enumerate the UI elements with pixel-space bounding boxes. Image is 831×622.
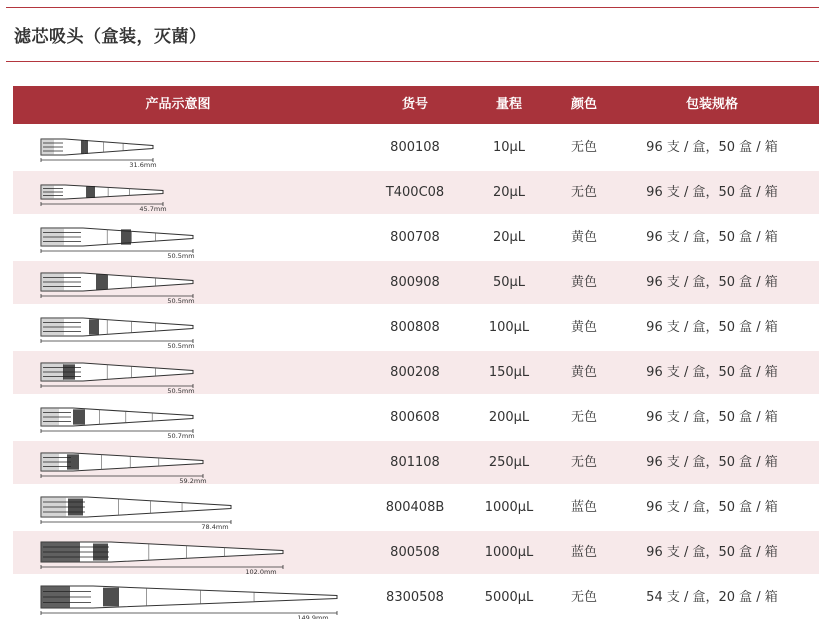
tip-diagram xyxy=(13,126,353,169)
header-volume: 量程 xyxy=(495,97,522,112)
tip-length-label: 50.5mm xyxy=(167,387,195,394)
tip-filter xyxy=(96,274,108,289)
table-row xyxy=(13,261,819,304)
tip-filter xyxy=(67,454,79,469)
tip-diagram xyxy=(13,396,353,439)
tip-filter xyxy=(86,186,95,198)
tip-diagram xyxy=(13,441,353,484)
cell-volume: 5000µL xyxy=(484,590,534,605)
title-rule xyxy=(6,61,819,62)
cell-color: 黄色 xyxy=(570,365,597,380)
tip-length-label: 149.9mm xyxy=(297,614,329,619)
cell-packing: 96 支 / 盒，50 盒 / 箱 xyxy=(646,365,778,380)
cell-volume: 200µL xyxy=(488,410,530,425)
cell-product-id: 800208 xyxy=(390,365,440,380)
cell-packing: 96 支 / 盒，50 盒 / 箱 xyxy=(646,230,778,245)
tip-diagram xyxy=(13,576,353,619)
cell-packing: 96 支 / 盒，50 盒 / 箱 xyxy=(646,320,778,335)
table-header xyxy=(13,86,819,124)
tip-length-label: 50.5mm xyxy=(167,342,195,349)
tip-filter xyxy=(121,229,131,244)
cell-packing: 96 支 / 盒，50 盒 / 箱 xyxy=(646,275,778,290)
table-row xyxy=(13,351,819,394)
cell-volume: 1000µL xyxy=(484,545,534,560)
tip-length-label: 31.6mm xyxy=(129,161,157,169)
table-row xyxy=(13,486,819,529)
tip-length-label: 59.2mm xyxy=(179,477,207,484)
cell-volume: 250µL xyxy=(488,455,530,470)
tip-diagram xyxy=(13,531,353,574)
top-rule xyxy=(6,7,819,8)
cell-color: 无色 xyxy=(570,455,597,470)
tip-length-label: 50.7mm xyxy=(167,432,195,439)
cell-color: 无色 xyxy=(570,140,597,155)
cell-product-id: 800608 xyxy=(390,410,440,425)
cell-product-id: 800908 xyxy=(390,275,440,290)
cell-volume: 20µL xyxy=(492,185,526,200)
table-row xyxy=(13,576,819,619)
tip-length-label: 50.5mm xyxy=(167,297,195,304)
cell-color: 无色 xyxy=(570,590,597,605)
tip-diagram xyxy=(13,486,353,529)
table-row xyxy=(13,531,819,574)
tip-length-label: 50.5mm xyxy=(167,252,195,259)
cell-color: 黄色 xyxy=(570,275,597,290)
tip-length-label: 102.0mm xyxy=(245,568,277,574)
cell-color: 无色 xyxy=(570,410,597,425)
page-title: 滤芯吸头（盒装，灭菌） xyxy=(14,27,207,47)
tip-diagram xyxy=(13,261,353,304)
cell-product-id: 801108 xyxy=(390,455,440,470)
table-body xyxy=(13,126,819,621)
cell-color: 黄色 xyxy=(570,230,597,245)
cell-volume: 150µL xyxy=(488,365,530,380)
tip-filter xyxy=(89,319,99,334)
table-row xyxy=(13,396,819,439)
tip-filter xyxy=(103,588,119,607)
cell-color: 蓝色 xyxy=(570,545,597,560)
table-row xyxy=(13,441,819,484)
cell-product-id: 800708 xyxy=(390,230,440,245)
cell-color: 蓝色 xyxy=(570,500,597,515)
tip-filter xyxy=(63,364,75,379)
cell-product-id: T400C08 xyxy=(385,185,445,200)
table-row xyxy=(13,171,819,214)
cell-product-id: 800508 xyxy=(390,545,440,560)
tip-length-label: 45.7mm xyxy=(139,205,167,213)
cell-packing: 96 支 / 盒，50 盒 / 箱 xyxy=(646,500,778,515)
tip-filter xyxy=(68,499,83,516)
cell-color: 无色 xyxy=(570,185,597,200)
tip-diagram xyxy=(13,171,353,214)
cell-packing: 96 支 / 盒，50 盒 / 箱 xyxy=(646,410,778,425)
cell-product-id: 800108 xyxy=(390,140,440,155)
table-row xyxy=(13,126,819,169)
tip-filter xyxy=(73,409,85,424)
tip-diagram xyxy=(13,351,353,394)
tip-filter xyxy=(93,544,108,561)
table-row xyxy=(13,216,819,259)
cell-product-id: 800808 xyxy=(390,320,440,335)
cell-volume: 1000µL xyxy=(484,500,534,515)
cell-packing: 96 支 / 盒，50 盒 / 箱 xyxy=(646,140,778,155)
cell-volume: 50µL xyxy=(492,275,526,290)
tip-length-label: 78.4mm xyxy=(201,523,229,529)
table-row xyxy=(13,306,819,349)
cell-product-id: 800408B xyxy=(385,500,445,515)
tip-diagram xyxy=(13,216,353,259)
cell-packing: 96 支 / 盒，50 盒 / 箱 xyxy=(646,545,778,560)
cell-packing: 54 支 / 盒，20 盒 / 箱 xyxy=(646,590,778,605)
tip-diagram xyxy=(13,306,353,349)
cell-packing: 96 支 / 盒，50 盒 / 箱 xyxy=(646,455,778,470)
header-color: 颜色 xyxy=(570,97,597,112)
cell-packing: 96 支 / 盒，50 盒 / 箱 xyxy=(646,185,778,200)
cell-volume: 10µL xyxy=(492,140,526,155)
cell-color: 黄色 xyxy=(570,320,597,335)
header-image: 产品示意图 xyxy=(145,97,211,112)
header-id: 货号 xyxy=(401,97,428,112)
header-packing: 包装规格 xyxy=(685,97,738,112)
cell-volume: 20µL xyxy=(492,230,526,245)
cell-volume: 100µL xyxy=(488,320,530,335)
cell-product-id: 8300508 xyxy=(386,590,444,605)
